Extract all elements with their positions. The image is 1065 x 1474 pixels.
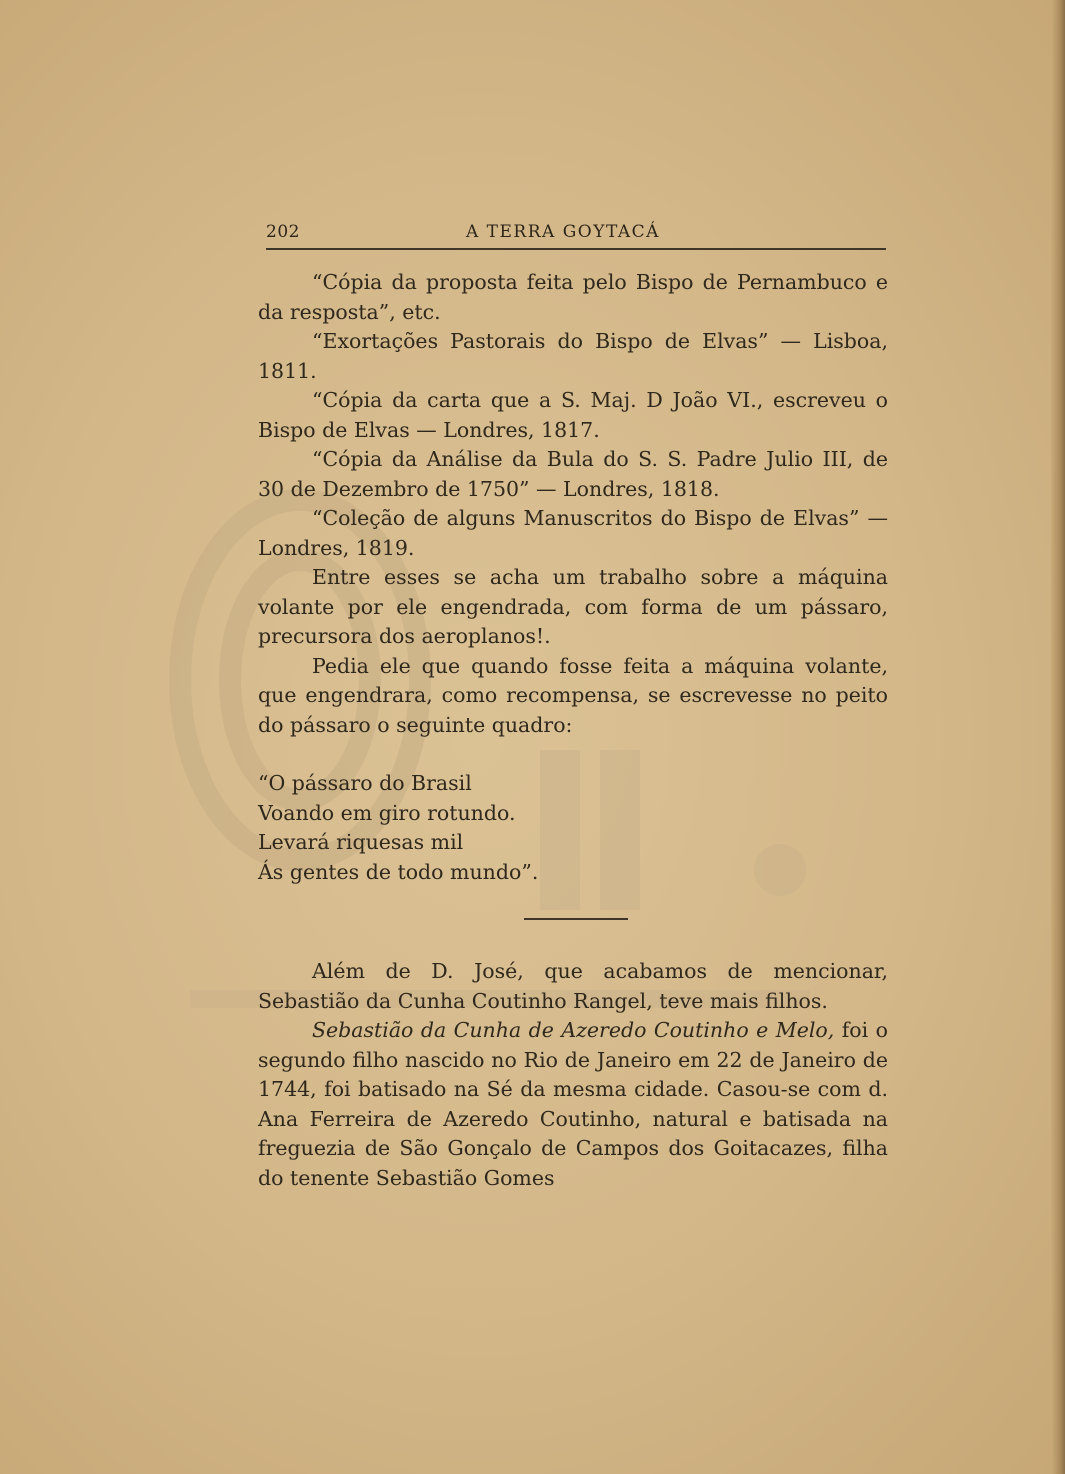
poem	[258, 769, 888, 887]
paragraph-last	[258, 1016, 888, 1193]
running-header	[266, 222, 886, 250]
paragraph: “Cópia da proposta feita pelo Bispo de Pernambuco e da resposta”, etc.	[258, 270, 888, 324]
paragraph: “Cópia da carta que a S. Maj. D João VI., escreveu o Bispo de Elvas — Londres, 1817.	[258, 388, 888, 442]
running-title: A TERRA GOYTACÁ	[466, 222, 660, 242]
page-edge-shadow	[1051, 0, 1065, 1474]
page-body	[258, 268, 888, 1193]
poem-line: “O pássaro do Brasil	[258, 771, 472, 795]
paragraph: “Cópia da Análise da Bula do S. S. Padre Julio III, de 30 de Dezembro de 1750” — Londres, 1818.	[258, 447, 888, 501]
poem-line: Levará riquesas mil	[258, 830, 464, 854]
paragraph: “Exortações Pastorais do Bispo de Elvas” — Lisboa, 1811.	[258, 329, 888, 383]
paragraph-text: foi o segundo filho nascido no Rio de Janeiro em 22 de Janeiro de 1744, foi batisado na Sé da mesma cidade. Casou-se com d. Ana Ferreira de Azeredo Coutinho, natural e batisada na freguezia de São Gonçalo de Campos dos Goitacazes, filha do tenente Sebastião Gomes	[258, 1018, 888, 1190]
paragraph: Entre esses se acha um trabalho sobre a máquina volante por ele engendrada, com forma de um pássaro, precursora dos aeroplanos!.	[258, 565, 888, 648]
page-number: 202	[266, 222, 300, 242]
poem-line: Voando em giro rotundo.	[258, 800, 516, 825]
italic-name: Sebastião da Cunha de Azeredo Coutinho e Melo,	[312, 1018, 835, 1042]
paragraph: Pedia ele que quando fosse feita a máquina volante, que engendrara, como recompensa, se escrevesse no peito do pássaro o seguinte quadro:	[258, 653, 888, 737]
paragraph: “Coleção de alguns Manuscritos do Bispo de Elvas” — Londres, 1819.	[258, 506, 888, 560]
paragraph: Além de D. José, que acabamos de mencionar, Sebastião da Cunha Coutinho Rangel, teve mais filhos.	[258, 959, 888, 1013]
section-separator	[524, 918, 628, 920]
poem-line: Ás gentes de todo mundo”.	[258, 859, 539, 884]
